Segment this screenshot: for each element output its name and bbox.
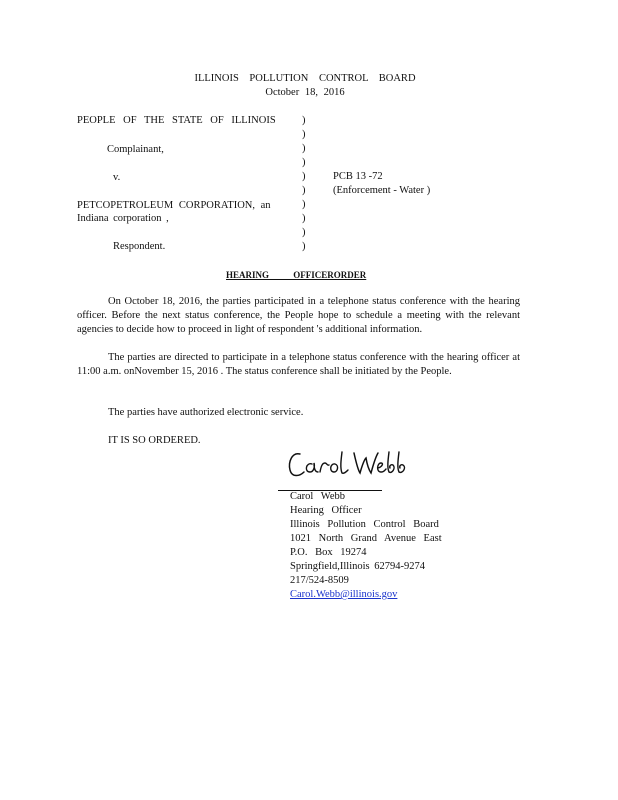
defendant-name: PETCOPETROLEUM CORPORATION, an <box>77 200 271 211</box>
caption-paren: ) <box>302 115 306 126</box>
case-type: (Enforcement - Water ) <box>333 185 431 196</box>
signer-email-link[interactable]: Carol.Webb@illinois.gov <box>290 589 398 600</box>
caption-paren: ) <box>302 129 306 140</box>
signer-city: Springfield,Illinois 62794-9274 <box>290 561 425 572</box>
paragraph-text: The parties have authorized electronic service. <box>108 407 304 418</box>
caption-paren: ) <box>302 171 306 182</box>
caption-paren: ) <box>302 185 306 196</box>
paragraph-status-conference <box>77 295 520 337</box>
signer-organization: Illinois Pollution Control Board <box>290 519 439 530</box>
plaintiff-role: Complainant, <box>107 144 164 155</box>
paragraph-text: IT IS SO ORDERED. <box>108 435 201 446</box>
document-date: October 18, 2016 <box>265 87 345 98</box>
caption-paren: ) <box>302 157 306 168</box>
versus: v. <box>113 172 121 183</box>
paragraph-so-ordered <box>77 434 520 448</box>
paragraph-text: The parties are directed to participate in a telephone status conference with the hearing officer at 11:00 a.m. onNovember 15, 2016 . The status conference shall be initiated by the People. <box>77 352 520 377</box>
signer-title: Hearing Officer <box>290 505 362 516</box>
plaintiff-name: PEOPLE OF THE STATE OF ILLINOIS <box>77 115 276 126</box>
signer-name: Carol Webb <box>290 491 345 502</box>
paragraph-service <box>77 406 520 420</box>
caption-paren: ) <box>302 143 306 154</box>
agency-title: ILLINOIS POLLUTION CONTROL BOARD <box>194 73 416 84</box>
defendant-role: Respondent. <box>113 241 166 252</box>
defendant-description: Indiana corporation , <box>77 213 169 224</box>
handwritten-signature <box>286 448 414 482</box>
caption-paren: ) <box>302 241 306 252</box>
caption-paren: ) <box>302 213 306 224</box>
signer-phone: 217/524-8509 <box>290 575 349 586</box>
signer-street: 1021 North Grand Avenue East <box>290 533 442 544</box>
order-heading: HEARING OFFICERORDER <box>226 270 367 280</box>
caption-paren: ) <box>302 199 306 210</box>
paragraph-next-conference <box>77 351 520 379</box>
paragraph-text: On October 18, 2016, the parties participated in a telephone status conference with the hearing officer. Before the next status conference, the People hope to schedule a meeting with the relevant agencies to decide how to proceed in light of respondent 's additional information. <box>77 296 520 335</box>
case-number: PCB 13 -72 <box>333 171 383 182</box>
signer-po-box: P.O. Box 19274 <box>290 547 367 558</box>
caption-paren: ) <box>302 227 306 238</box>
